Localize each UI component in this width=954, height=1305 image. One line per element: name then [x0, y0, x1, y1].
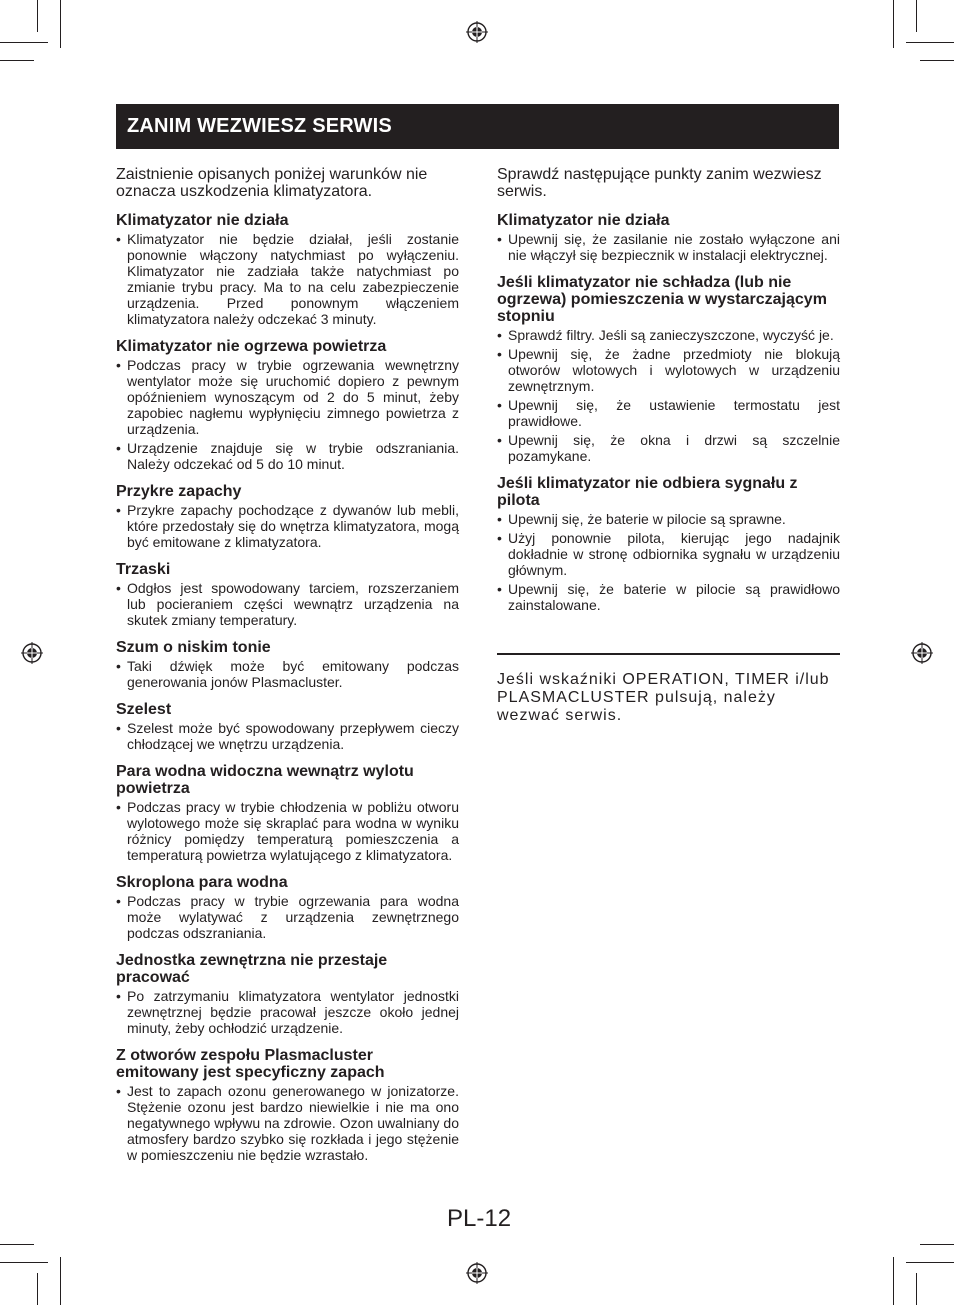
list-item: • Szelest może być spowodowany przepływem cieczy chłodzącej we wnętrzu urządzenia. — [116, 720, 459, 752]
list-item: • Urządzenie znajduje się w trybie odszraniania. Należy odczekać od 5 do 10 minut. — [116, 440, 459, 472]
crop-mark — [37, 1273, 38, 1305]
service-note: Jeśli wskaźniki OPERATION, TIMER i/lub PLASMACLUSTER pulsują, należy wezwać serwis. — [497, 671, 830, 724]
section-heading: Jeśli klimatyzator nie odbiera sygnału z pilota — [497, 475, 798, 509]
list-item: • Podczas pracy w trybie chłodzenia w pobliżu otworu wylotowego może się skraplać para wodna w wyniku różnicy pomiędzy temperaturą pomieszczenia a temperaturą powietrza wylatującego z klimatyzatora. — [116, 799, 459, 863]
crop-mark — [0, 42, 48, 43]
section-heading: Jednostka zewnętrzna nie przestaje pracować — [116, 952, 388, 986]
section-heading: Szum o niskim tonie — [116, 639, 271, 656]
registration-mark-icon — [466, 21, 488, 43]
list-item: • Podczas pracy w trybie ogrzewania wewnętrzny wentylator może się uruchomić dopiero z pewnym opóźnieniem wynoszącym od 2 do 5 minut, żeby zapobiec nagłemu wypłynięciu zimnego powietrza z urządzenia. — [116, 357, 459, 437]
section-heading: Z otworów zespołu Plasmacluster emitowany jest specyficzny zapach — [116, 1047, 385, 1081]
section-rustling — [116, 701, 459, 752]
list-item: • Sprawdź filtry. Jeśli są zanieczyszczone, wyczyść je. — [497, 327, 840, 343]
section-not-working — [116, 212, 459, 327]
crop-mark — [893, 1257, 894, 1305]
registration-mark-icon — [466, 1262, 488, 1284]
section-header — [116, 104, 839, 149]
list-item: • Upewnij się, że okna i drzwi są szczelnie pozamykane. — [497, 432, 840, 464]
divider — [497, 653, 840, 655]
page-number: PL-12 — [447, 1205, 512, 1232]
section-plasmacluster-odour — [116, 1047, 459, 1163]
section-vapour-outlet — [116, 763, 459, 863]
section-heading: Klimatyzator nie działa — [497, 212, 670, 229]
section-heading: Para wodna widoczna wewnątrz wylotu powietrza — [116, 763, 414, 797]
crop-mark — [906, 42, 954, 43]
right-column — [497, 166, 840, 725]
section-title: ZANIM WEZWIESZ SERWIS — [127, 115, 392, 137]
list-item: • Upewnij się, że baterie w pilocie są prawidłowo zainstalowane. — [497, 581, 840, 613]
section-heading: Szelest — [116, 701, 172, 718]
registration-mark-icon — [911, 642, 933, 664]
left-intro: Zaistnienie opisanych poniżej warunków nie oznacza uszkodzenia klimatyzatora. — [116, 166, 428, 200]
section-condensation — [116, 874, 459, 941]
section-check-cooling — [497, 274, 840, 464]
crop-mark — [916, 0, 917, 32]
crop-mark — [0, 1262, 48, 1263]
section-cracking — [116, 561, 459, 628]
list-item: • Upewnij się, że żadne przedmioty nie blokują otworów wlotowych i wylotowych w urządzeniu zewnętrznym. — [497, 346, 840, 394]
list-item: • Przykre zapachy pochodzące z dywanów lub mebli, które przedostały się do wnętrza klimatyzatora, mogą być emitowane z klimatyzatora. — [116, 502, 459, 550]
list-item: • Klimatyzator nie będzie działał, jeśli zostanie ponownie włączony natychmiast po wyłączeniu. Klimatyzator nie zadziała także natychmiast po zmianie trybu pracy. Ma to na celu zabezpieczenie urządzenia. Przed ponownym włączeniem klimatyzatora należy odczekać 3 minuty. — [116, 231, 459, 327]
list-item: • Użyj ponownie pilota, kierując jego nadajnik dokładnie w stronę odbiornika sygnału w urządzeniu głównym. — [497, 530, 840, 578]
crop-mark — [37, 0, 38, 32]
section-heading: Jeśli klimatyzator nie schładza (lub nie ogrzewa) pomieszczenia w wystarczającym stopniu — [497, 274, 827, 325]
section-heading: Skroplona para wodna — [116, 874, 288, 891]
right-intro: Sprawdź następujące punkty zanim wezwiesz serwis. — [497, 166, 822, 200]
list-item: • Taki dźwięk może być emitowany podczas generowania jonów Plasmacluster. — [116, 658, 459, 690]
section-not-heating — [116, 338, 459, 472]
section-heading: Przykre zapachy — [116, 483, 242, 500]
crop-mark — [0, 60, 34, 61]
crop-mark — [916, 1273, 917, 1305]
list-item: • Odgłos jest spowodowany tarciem, rozszerzaniem lub pocieraniem części wewnątrz urządzenia na skutek zmiany temperatury. — [116, 580, 459, 628]
list-item: • Po zatrzymaniu klimatyzatora wentylator jednostki zewnętrznej będzie pracował jeszcze około jednej minuty, żeby ochłodzić urządzenie. — [116, 988, 459, 1036]
crop-mark — [906, 1262, 954, 1263]
list-item: • Upewnij się, że zasilanie nie zostało wyłączone ani nie włączył się bezpiecznik w instalacji elektrycznej. — [497, 231, 840, 263]
left-column — [116, 166, 459, 1174]
section-heading: Klimatyzator nie ogrzewa powietrza — [116, 338, 387, 355]
crop-mark — [60, 1257, 61, 1305]
section-low-hum — [116, 639, 459, 690]
section-outdoor-unit — [116, 952, 459, 1036]
section-odours — [116, 483, 459, 550]
list-item: • Upewnij się, że ustawienie termostatu jest prawidłowe. — [497, 397, 840, 429]
crop-mark — [60, 0, 61, 48]
list-item: • Upewnij się, że baterie w pilocie są sprawne. — [497, 511, 840, 527]
section-heading: Trzaski — [116, 561, 171, 578]
section-check-power — [497, 212, 840, 263]
crop-mark — [920, 1244, 954, 1245]
crop-mark — [0, 1244, 34, 1245]
crop-mark — [893, 0, 894, 48]
registration-mark-icon — [21, 642, 43, 664]
crop-mark — [920, 60, 954, 61]
list-item: • Podczas pracy w trybie ogrzewania para wodna może wylatywać z urządzenia zewnętrznego podczas odszraniania. — [116, 893, 459, 941]
list-item: • Jest to zapach ozonu generowanego w jonizatorze. Stężenie ozonu jest bardzo niewielkie i nie ma ono negatywnego wpływu na zdrowie. Ozon uwalniany do atmosfery bardzo szybko się rozkłada i jego stężenie w pomieszczeniu nie będzie wzrastało. — [116, 1083, 459, 1163]
section-heading: Klimatyzator nie działa — [116, 212, 289, 229]
section-check-remote — [497, 475, 840, 613]
